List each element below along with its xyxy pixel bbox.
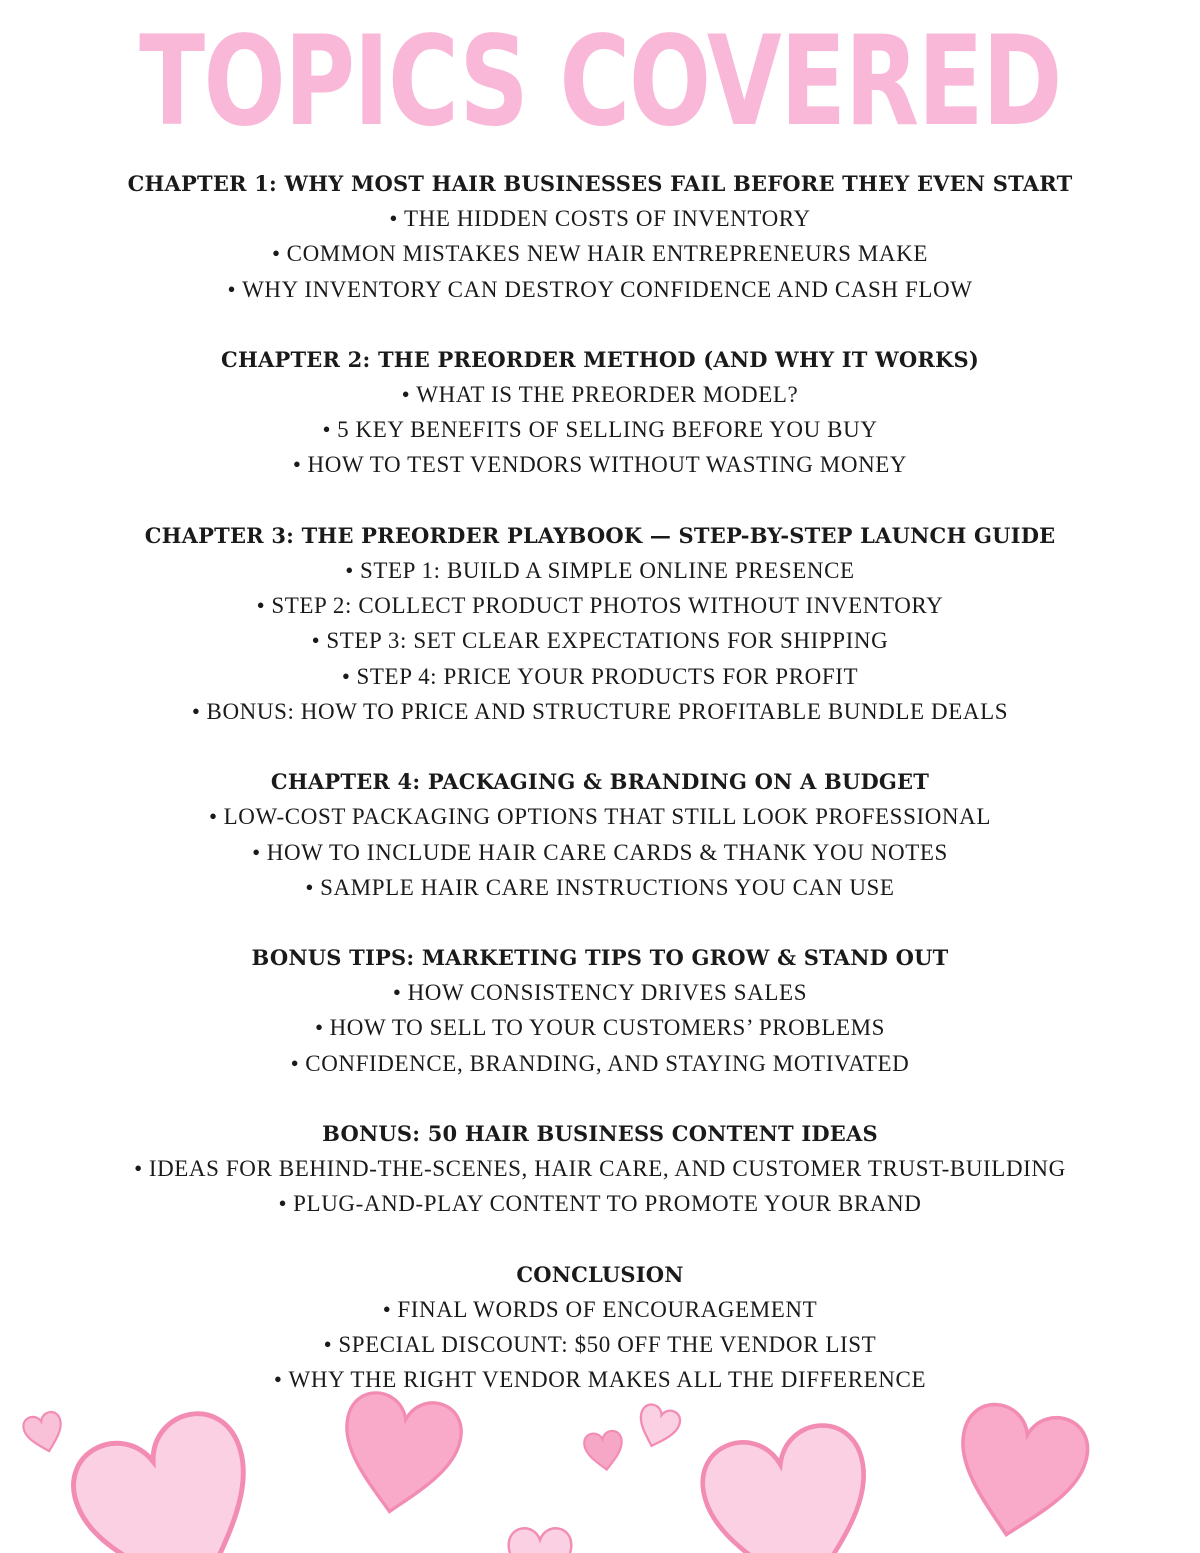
topic-item [0,588,1200,623]
bullet-icon: • [382,1296,392,1322]
topic-item-label: STEP 4: PRICE YOUR PRODUCTS FOR PROFIT [356,663,859,689]
topic-item-label: SPECIAL DISCOUNT: $50 OFF THE VENDOR LIST [338,1331,877,1357]
topic-item-label: STEP 2: COLLECT PRODUCT PHOTOS WITHOUT INVENTORY [271,593,944,619]
topic-item-label: HOW CONSISTENCY DRIVES SALES [407,980,808,1006]
bullet-icon: • [208,804,218,830]
chapter-section [0,342,1200,483]
topic-item-label: CONFIDENCE, BRANDING, AND STAYING MOTIVATED [305,1050,910,1076]
bullet-icon: • [252,839,261,865]
topic-item [0,1186,1200,1221]
heart-icon [333,1390,466,1522]
heart-icon [583,1430,625,1472]
bullet-icon: • [292,452,302,478]
topic-item [0,1327,1200,1362]
bullet-icon: • [273,1367,283,1393]
topic-item [0,975,1200,1010]
bullet-icon: • [290,1050,300,1076]
chapter-heading: CHAPTER 2: THE PREORDER METHOD (AND WHY IT WORKS) [221,346,979,372]
topic-item-label: WHY INVENTORY CAN DESTROY CONFIDENCE AND CASH FLOW [242,276,973,302]
topic-item [0,835,1200,870]
bullet-icon: • [305,874,315,900]
topic-item [0,659,1200,694]
bullet-icon: • [134,1156,143,1182]
chapter-section [0,764,1200,905]
chapter-heading: BONUS: 50 HAIR BUSINESS CONTENT IDEAS [322,1121,878,1147]
bullet-icon: • [256,593,266,619]
bullet-icon: • [191,698,201,724]
topic-item [0,236,1200,271]
chapter-heading: CONCLUSION [516,1261,684,1287]
chapter-heading: CHAPTER 3: THE PREORDER PLAYBOOK — STEP-BY-STEP LAUNCH GUIDE [144,522,1056,548]
chapter-heading: CHAPTER 4: PACKAGING & BRANDING ON A BUDGET [270,769,930,795]
topic-item-label: HOW TO TEST VENDORS WITHOUT WASTING MONEY [307,452,908,478]
topic-item-label: HOW TO INCLUDE HAIR CARE CARDS & THANK YOU NOTES [266,839,948,865]
topic-item [0,870,1200,905]
bullet-icon: • [278,1191,288,1217]
topic-item-label: WHAT IS THE PREORDER MODEL? [416,381,799,407]
bullet-icon: • [341,663,351,689]
heart-icon [21,1410,67,1456]
chapter-section [0,1257,1200,1398]
topic-item-label: 5 KEY BENEFITS OF SELLING BEFORE YOU BUY [337,417,878,443]
topic-item-label: STEP 3: SET CLEAR EXPECTATIONS FOR SHIPPING [326,628,889,654]
topic-item [0,623,1200,658]
bullet-icon: • [311,628,321,654]
topic-item [0,272,1200,307]
topic-item-label: IDEAS FOR BEHIND-THE-SCENES, HAIR CARE, AND CUSTOMER TRUST-BUILDING [148,1156,1066,1182]
bullet-icon: • [392,980,402,1006]
topic-item [0,1151,1200,1186]
chapter-heading: CHAPTER 1: WHY MOST HAIR BUSINESSES FAIL BEFORE THEY EVEN START [127,171,1073,196]
topic-item-label: PLUG-AND-PLAY CONTENT TO PROMOTE YOUR BRAND [293,1191,922,1217]
topic-item [0,1292,1200,1327]
chapter-section [0,940,1200,1081]
topic-item-label: SAMPLE HAIR CARE INSTRUCTIONS YOU CAN USE [320,874,895,900]
bullet-icon: • [345,557,354,583]
topic-item [0,694,1200,729]
bullet-icon: • [389,206,398,231]
heart-icon [945,1399,1093,1548]
heart-icon [633,1402,683,1452]
topic-item-label: WHY THE RIGHT VENDOR MAKES ALL THE DIFFERENCE [288,1367,927,1393]
topic-item [0,377,1200,412]
page-title: TOPICS COVERED [139,10,1061,154]
topic-item-label: COMMON MISTAKES NEW HAIR ENTREPRENEURS MAKE [286,241,929,267]
chapter-section [0,518,1200,729]
heart-icon [61,1402,282,1553]
topic-item-label: STEP 1: BUILD A SIMPLE ONLINE PRESENCE [359,557,855,583]
topic-item [0,799,1200,834]
topic-item-label: BONUS: HOW TO PRICE AND STRUCTURE PROFITABLE BUNDLE DEALS [206,698,1009,724]
hearts-svg [0,1390,1200,1553]
hearts-decoration [0,1390,1200,1553]
topic-item-label: FINAL WORDS OF ENCOURAGEMENT [397,1296,818,1322]
bullet-icon: • [322,417,332,443]
chapter-heading: BONUS TIPS: MARKETING TIPS TO GROW & STAND OUT [251,945,949,971]
bullet-icon: • [271,241,281,267]
topic-item [0,201,1200,236]
topic-item-label: LOW-COST PACKAGING OPTIONS THAT STILL LOOK PROFESSIONAL [223,804,992,830]
topic-item [0,1010,1200,1045]
bullet-icon: • [227,276,237,302]
topic-item-label: THE HIDDEN COSTS OF INVENTORY [403,206,811,231]
topic-item [0,447,1200,482]
topic-item [0,412,1200,447]
topic-item [0,553,1200,588]
topic-item-label: HOW TO SELL TO YOUR CUSTOMERS’ PROBLEMS [329,1015,886,1041]
heart-icon [509,1528,572,1553]
chapter-section [0,1116,1200,1222]
bullet-icon: • [323,1331,333,1357]
chapter-section [0,166,1200,307]
topic-item [0,1046,1200,1081]
bullet-icon: • [401,381,411,407]
bullet-icon: • [314,1015,324,1041]
topics-list [0,166,1200,1433]
heart-icon [695,1418,887,1553]
